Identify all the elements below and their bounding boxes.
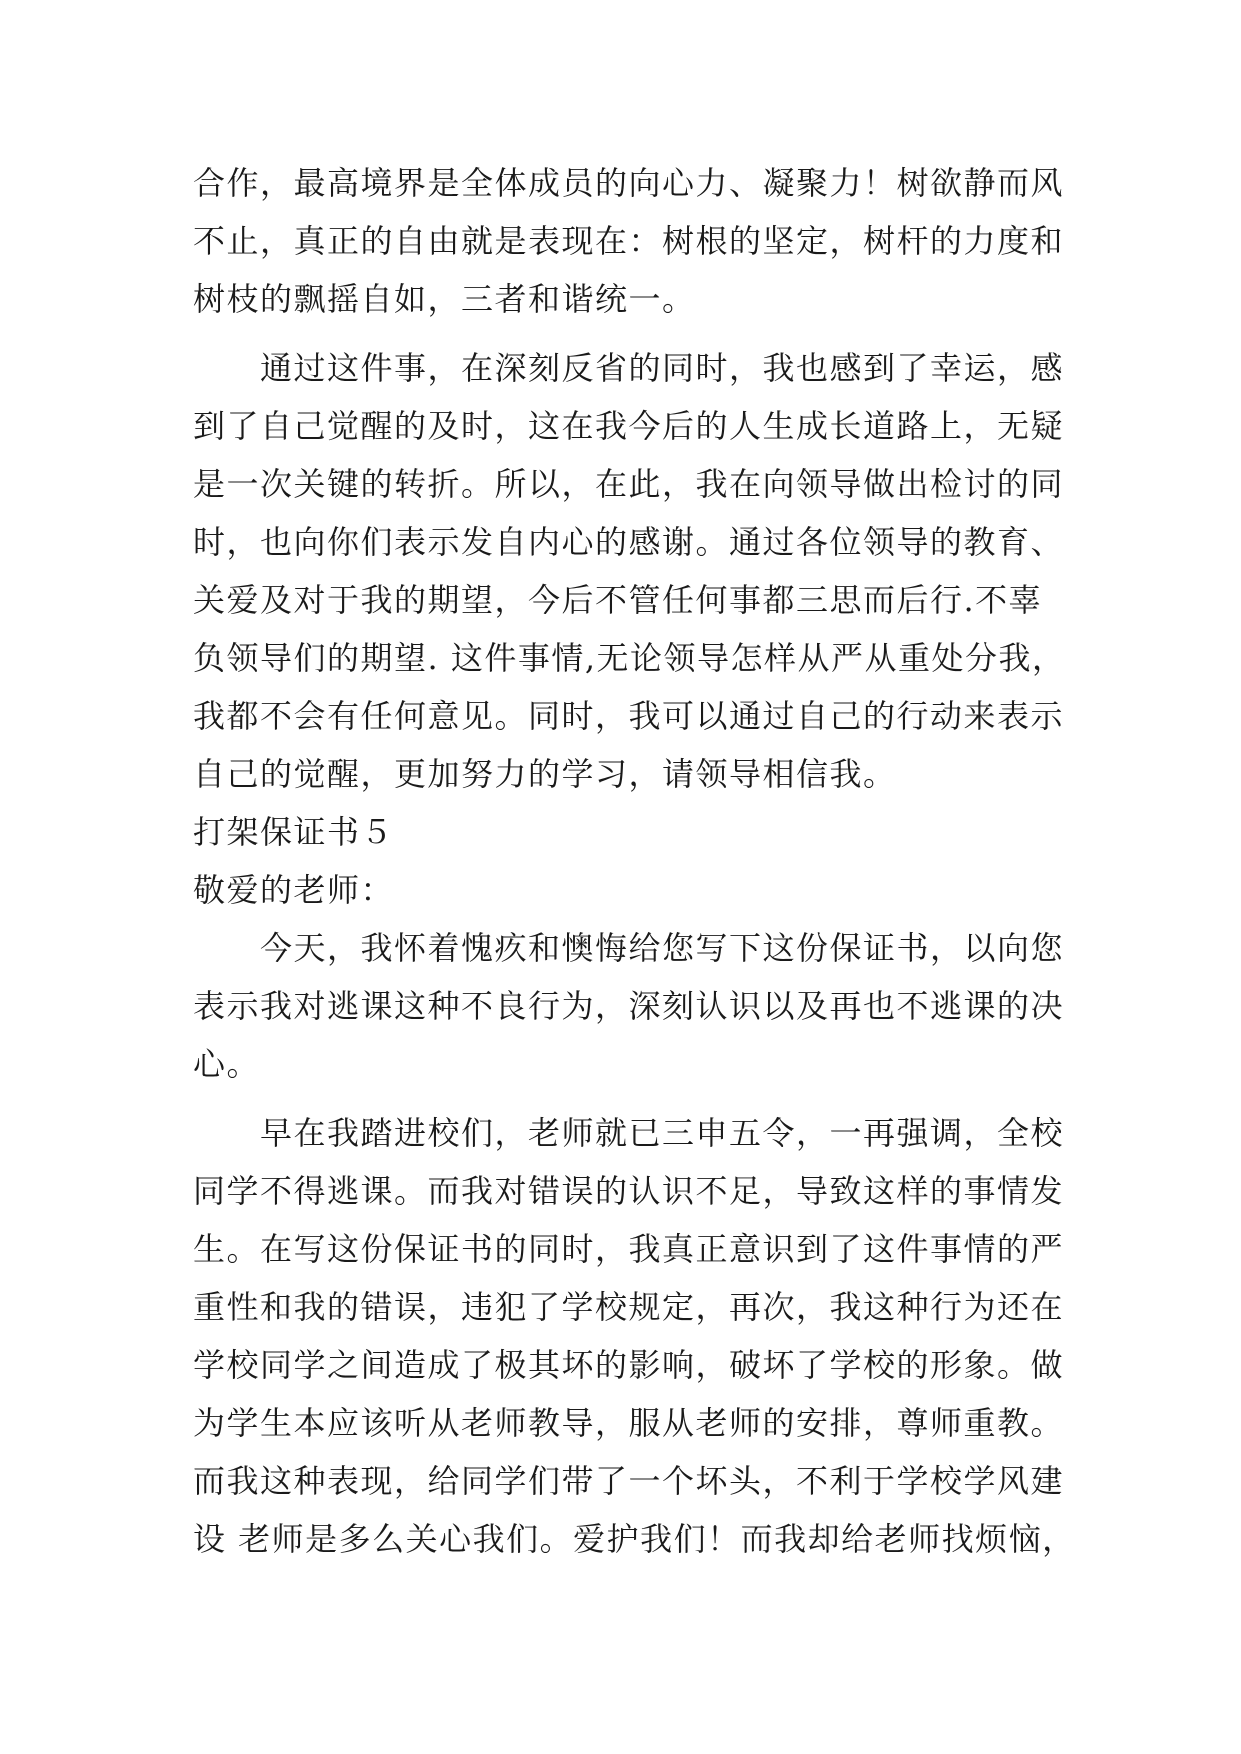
text-line: 时，也向你们表示发自内心的感谢。通过各位领导的教育、	[193, 523, 1065, 561]
text-line: 生。在写这份保证书的同时，我真正意识到了这件事情的严	[193, 1230, 1065, 1268]
text-line: 学校同学之间造成了极其坏的影响，破坏了学校的形象。做	[193, 1346, 1065, 1384]
text-line: 而我这种表现，给同学们带了一个坏头，不利于学校学风建	[193, 1462, 1065, 1500]
paragraph-spacing	[193, 1093, 1073, 1104]
text-line: 重性和我的错误，违犯了学校规定，再次，我这种行为还在	[193, 1288, 1065, 1326]
text-line: 心。	[193, 1045, 261, 1083]
text-line: 到了自己觉醒的及时，这在我今后的人生成长道路上，无疑	[193, 407, 1065, 445]
text-line: 为学生本应该听从老师教导，服从老师的安排，尊师重教。	[193, 1404, 1065, 1442]
text-line: 树枝的飘摇自如，三者和谐统一。	[193, 280, 696, 318]
text-line: 我都不会有任何意见。同时，我可以通过自己的行动来表示	[193, 697, 1065, 735]
paragraph-spacing	[193, 328, 1073, 339]
text-line: 通过这件事，在深刻反省的同时，我也感到了幸运，感	[193, 349, 1065, 387]
paragraph	[193, 339, 1073, 919]
text-line: 今天，我怀着愧疚和懊悔给您写下这份保证书，以向您	[193, 929, 1065, 967]
text-line: 自己的觉醒，更加努力的学习，请领导相信我。	[193, 755, 897, 793]
text-line: 合作，最高境界是全体成员的向心力、凝聚力！树欲静而风	[193, 164, 1065, 202]
section-title: 打架保证书５	[193, 813, 395, 851]
paragraph	[193, 154, 1073, 328]
text-line: 同学不得逃课。而我对错误的认识不足，导致这样的事情发	[193, 1172, 1065, 1210]
text-line: 设 老师是多么关心我们。爱护我们！而我却给老师找烦恼，	[193, 1520, 1076, 1558]
paragraph	[193, 919, 1073, 1093]
document-body	[193, 154, 1076, 1568]
text-line: 早在我踏进校们，老师就已三申五令，一再强调，全校	[193, 1114, 1065, 1152]
text-line: 关爱及对于我的期望，今后不管任何事都三思而后行.不辜	[193, 581, 1043, 619]
salutation: 敬爱的老师：	[193, 871, 395, 909]
paragraph	[193, 1104, 1076, 1568]
text-line: 是一次关键的转折。所以，在此，我在向领导做出检讨的同	[193, 465, 1065, 503]
text-line: 负领导们的期望. 这件事情,无论领导怎样从严从重处分我，	[193, 639, 1066, 677]
text-line: 表示我对逃课这种不良行为，深刻认识以及再也不逃课的决	[193, 987, 1065, 1025]
text-line: 不止，真正的自由就是表现在：树根的坚定，树杆的力度和	[193, 222, 1065, 260]
